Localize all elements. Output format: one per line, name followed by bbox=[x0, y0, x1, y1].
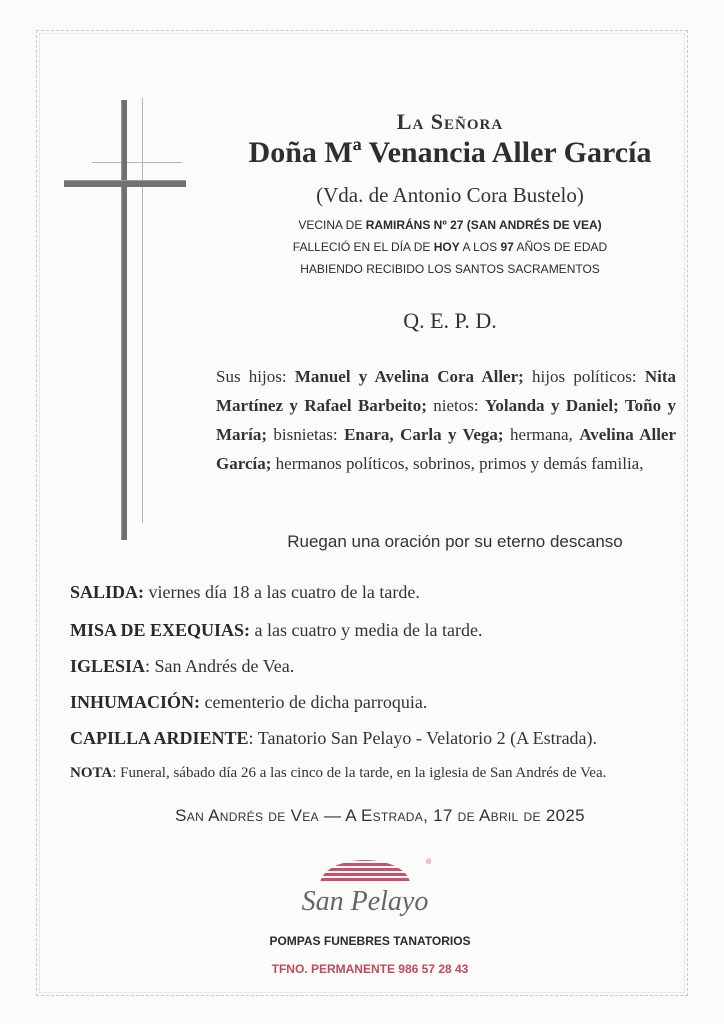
death-line: FALLECIÓ EN EL DÍA DE HOY A LOS 97 AÑOS DE EDAD bbox=[292, 240, 608, 254]
detail-inhumacion: INHUMACIÓN: cementerio de dicha parroquia. bbox=[70, 692, 428, 712]
phone-number: TFNO. PERMANENTE 986 57 28 43 bbox=[271, 962, 469, 976]
place-date: San Andrés de Vea — A Estrada, 17 de Abril de 2025 bbox=[175, 806, 585, 825]
title-prefix: La Señora bbox=[396, 109, 504, 134]
deceased-name: Doña Mª Venancia Aller García bbox=[248, 136, 652, 169]
detail-capilla: CAPILLA ARDIENTE: Tanatorio San Pelayo - Velatorio 2 (A Estrada). bbox=[70, 728, 598, 748]
widow-of: (Vda. de Antonio Cora Bustelo) bbox=[316, 183, 584, 207]
detail-nota: NOTA: Funeral, sábado día 26 a las cinco de la tarde, en la iglesia de San Andrés de Vea. bbox=[70, 765, 607, 781]
sacraments-line: HABIENDO RECIBIDO LOS SANTOS SACRAMENTOS bbox=[300, 262, 600, 276]
svg-text:®: ® bbox=[426, 859, 432, 866]
family-paragraph: Sus hijos: Manuel y Avelina Cora Aller; hijos políticos: Nita Martínez y Rafael Barbeito; nietos: Yolanda y Daniel; Toño y María; bisnietas: Enara, Carla y Vega; hermana, Avelina Aller García; hermanos políticos, sobrinos, primos y demás familia, bbox=[216, 367, 677, 473]
residence-line: VECINA DE RAMIRÁNS Nº 27 (SAN ANDRÉS DE VEA) bbox=[298, 218, 602, 232]
qepd: Q. E. P. D. bbox=[403, 308, 497, 333]
detail-misa: MISA DE EXEQUIAS: a las cuatro y media de la tarde. bbox=[70, 620, 483, 640]
san-pelayo-logo bbox=[290, 852, 440, 922]
company-name: POMPAS FUNEBRES TANATORIOS bbox=[269, 934, 471, 948]
detail-salida: SALIDA: viernes día 18 a las cuatro de la tarde. bbox=[70, 582, 420, 602]
prayer-request: Ruegan una oración por su eterno descanso bbox=[287, 532, 623, 551]
svg-text:San Pelayo: San Pelayo bbox=[301, 886, 429, 917]
detail-iglesia: IGLESIA: San Andrés de Vea. bbox=[70, 656, 295, 676]
